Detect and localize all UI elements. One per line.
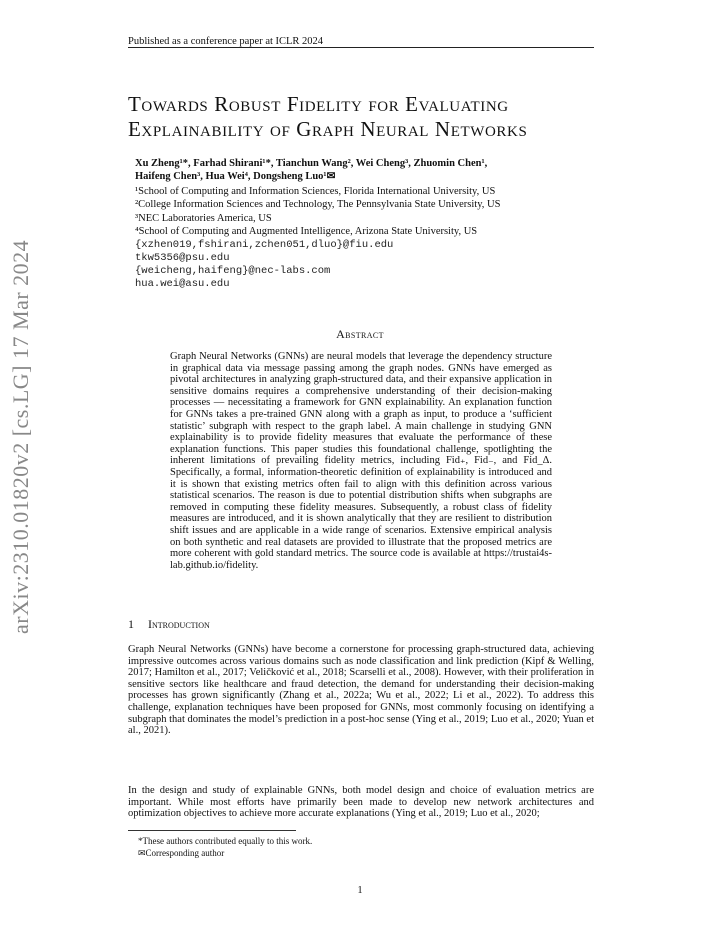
running-header: Published as a conference paper at ICLR 2024 xyxy=(128,36,324,47)
affiliations xyxy=(135,185,605,238)
authors-line-2: Haifeng Chen³, Hua Wei⁴, Dongsheng Luo¹✉ xyxy=(135,171,336,182)
section-title: Introduction xyxy=(148,617,210,631)
section-heading-introduction xyxy=(128,617,210,632)
email-list xyxy=(135,239,393,291)
affiliation-3: ³NEC Laboratories America, US xyxy=(135,212,272,224)
affiliation-1: ¹School of Computing and Information Sciences, Florida International University, US xyxy=(135,186,496,197)
section-number: 1 xyxy=(128,617,134,631)
affiliation-2: ²College Information Sciences and Technology, The Pennsylvania State University, US xyxy=(135,199,501,211)
page-number: 1 xyxy=(357,885,363,896)
footnote-rule xyxy=(128,830,296,831)
author-list xyxy=(135,157,605,183)
affiliation-4: ⁴School of Computing and Augmented Intelligence, Arizona State University, US xyxy=(135,225,478,237)
intro-paragraph-2: In the design and study of explainable GNNs, both model design and choice of evaluation metrics are important. While most efforts have primarily been made to develop new network architectures and optimization objectives to achieve more accurate explanations (Ying et al., 2019; Luo et al., 2020; xyxy=(128,785,594,820)
authors-line-1: Xu Zheng¹*, Farhad Shirani¹*, Tianchun Wang², Wei Cheng³, Zhuomin Chen¹, xyxy=(135,158,488,169)
header-rule xyxy=(128,47,594,48)
footnote-equal-contribution: *These authors contributed equally to this work. xyxy=(138,836,313,846)
email-2[interactable]: tkw5356@psu.edu xyxy=(135,252,230,264)
intro-paragraph-1: Graph Neural Networks (GNNs) have become a cornerstone for processing graph-structured data, achieving impressive outcomes across various domains such as node classification and link prediction (Kipf & Welling, 2017; Hamilton et al., 2017; Veličković et al., 2018; Scarselli et al., 2008). However, with their proliferation in sensitive sectors like healthcare and fraud detection, the demand for understanding their decision-making processes has grown significantly (Zhang et al., 2022a; Wu et al., 2022; Li et al., 2022). To address this challenge, explanation techniques have been proposed for GNNs, most commonly focusing on identifying a subgraph that dominates the model’s prediction in a post-hoc sense (Ying et al., 2019; Luo et al., 2020; Yuan et al., 2021). xyxy=(128,644,594,737)
paper-title xyxy=(128,92,608,142)
arxiv-stamp[interactable]: arXiv:2310.01820v2 [cs.LG] 17 Mar 2024 xyxy=(8,239,33,634)
footnote-corresponding-author: ✉Corresponding author xyxy=(138,848,225,858)
email-3[interactable]: {weicheng,haifeng}@nec-labs.com xyxy=(135,265,331,277)
paper-title-text: Towards Robust Fidelity for Evaluating Explainability of Graph Neural Networks xyxy=(128,92,528,141)
email-4[interactable]: hua.wei@asu.edu xyxy=(135,278,230,290)
abstract-heading: Abstract xyxy=(336,327,384,341)
abstract-body: Graph Neural Networks (GNNs) are neural models that leverage the dependency structure in graphical data via message passing among the graph nodes. GNNs have emerged as pivotal architectures in analyzing graph-structured data, and their expansive application in sensitive domains requires a comprehensive understanding of their decision-making processes — necessitating a framework for GNN explainability. An explanation function for GNNs takes a pre-trained GNN along with a graph as input, to produce a ‘sufficient statistic’ subgraph with respect to the graph label. A main challenge in studying GNN explainability is to provide fidelity measures that evaluate the performance of these explanation functions. This paper studies this foundational challenge, spotlighting the inherent limitations of prevailing fidelity metrics, including Fid₊, Fid₋, and Fid_Δ. Specifically, a formal, information-theoretic definition of explainability is introduced and it is shown that existing metrics often fail to align with this definition across various statistical scenarios. The reason is due to potential distribution shifts when subgraphs are removed in computing these fidelity measures. Subsequently, a robust class of fidelity measures are introduced, and it is shown analytically that they are resilient to distribution shift issues and are applicable in a wide range of scenarios. Extensive empirical analysis on both synthetic and real datasets are provided to illustrate that the proposed metrics are more coherent with gold standard metrics. The source code is available at https://trustai4s-lab.github.io/fidelity. xyxy=(170,351,552,571)
email-1[interactable]: {xzhen019,fshirani,zchen051,dluo}@fiu.edu xyxy=(135,239,394,251)
